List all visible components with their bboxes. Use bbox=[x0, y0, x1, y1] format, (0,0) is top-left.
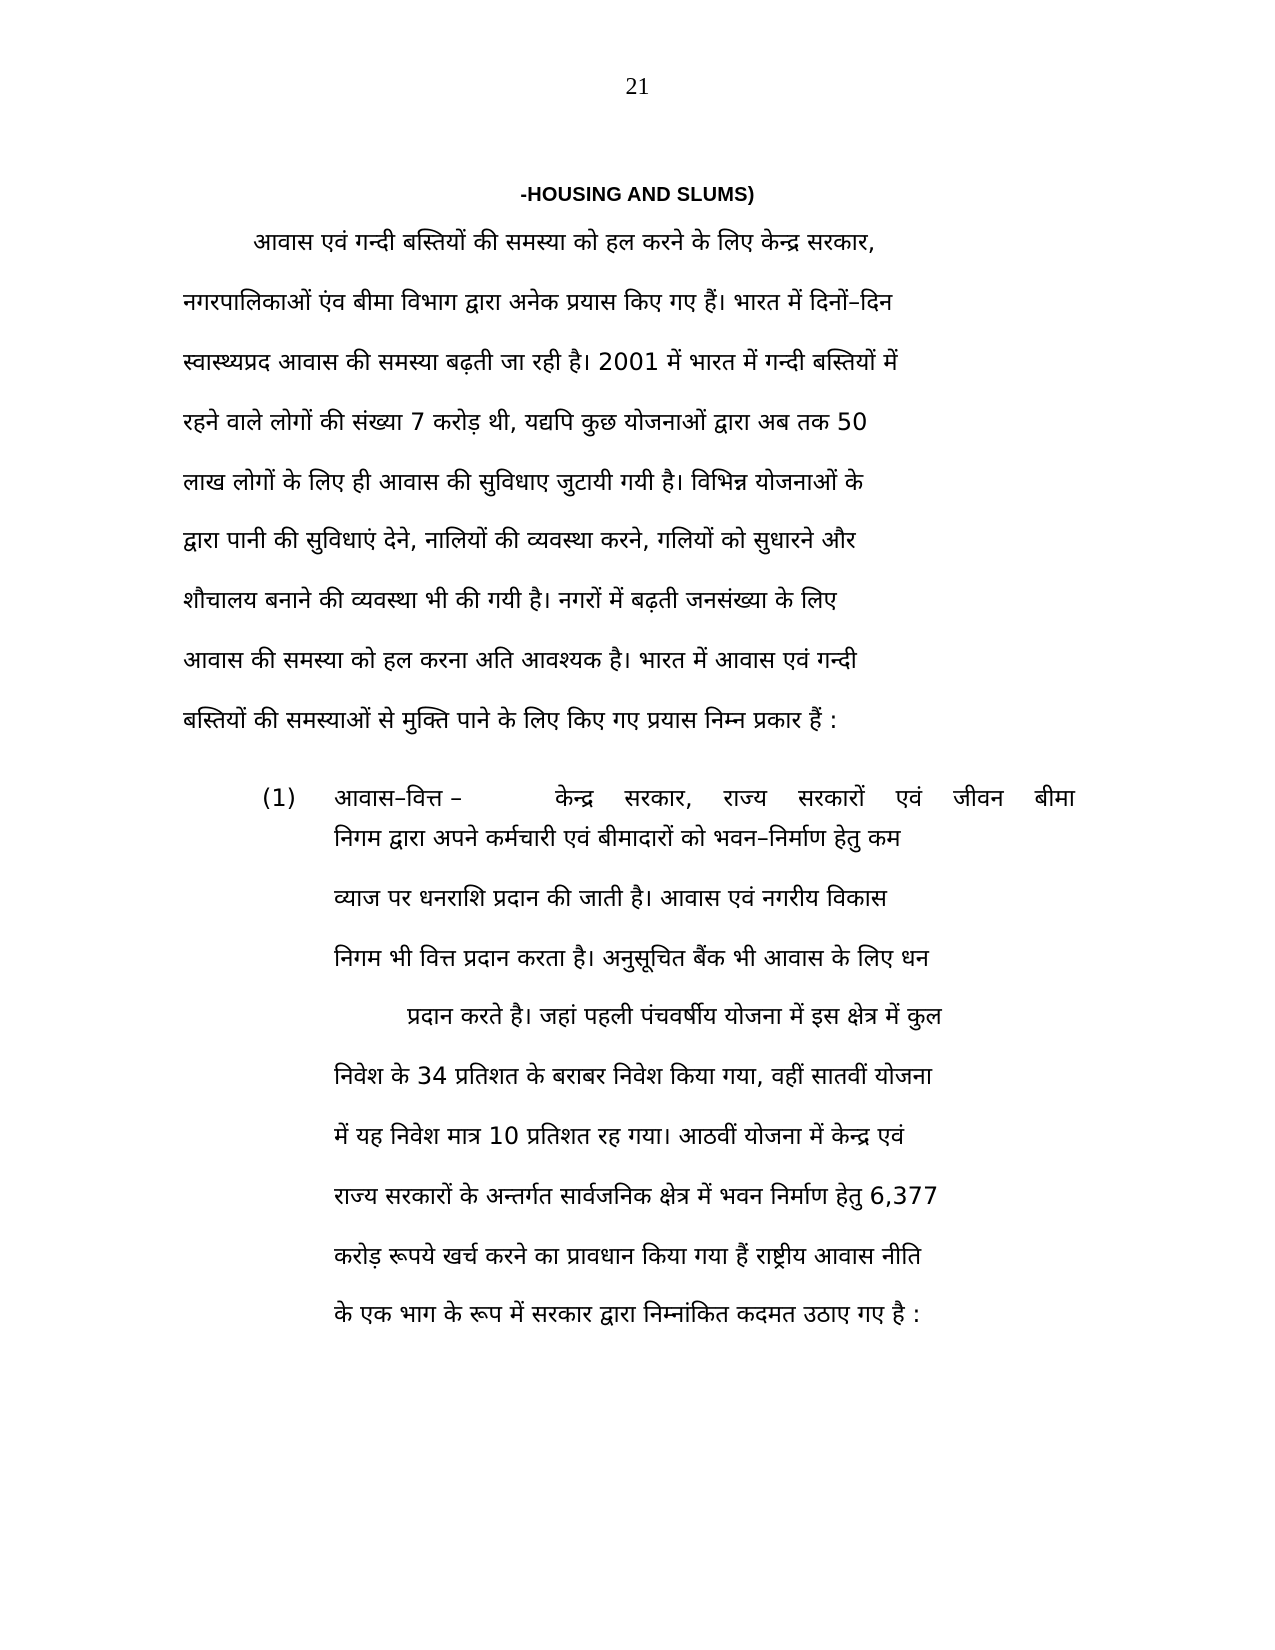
paragraph-line: नगरपालिकाओं एंव बीमा विभाग द्वारा अनेक प्रयास किए गए हैं। भारत में दिनों–दिन bbox=[183, 288, 893, 316]
paragraph-line: स्वास्थ्यप्रद आवास की समस्या बढ़ती जा रही है। 2001 में भारत में गन्दी बस्तियों में bbox=[183, 348, 898, 376]
list-item-line: व्याज पर धनराशि प्रदान की जाती है। आवास एवं नगरीय विकास bbox=[334, 884, 888, 912]
list-item-line: के एक भाग के रूप में सरकार द्वारा निम्नांकित कदमत उठाए गए है : bbox=[334, 1300, 921, 1328]
list-item-line: करोड़ रूपये खर्च करने का प्रावधान किया गया हैं राष्ट्रीय आवास नीति bbox=[334, 1242, 922, 1270]
list-item-line: निवेश के 34 प्रतिशत के बराबर निवेश किया गया, वहीं सातवीं योजना bbox=[334, 1062, 933, 1090]
list-item-line: प्रदान करते है। जहां पहली पंचवर्षीय योजना में इस क्षेत्र में कुल bbox=[407, 1002, 942, 1030]
paragraph-line: द्वारा पानी की सुविधाएं देने, नालियों की व्यवस्था करने, गलियों को सुधारने और bbox=[183, 526, 856, 554]
paragraph-line: आवास एवं गन्दी बस्तियों की समस्या को हल करने के लिए केन्द्र सरकार, bbox=[253, 228, 876, 256]
list-item-line: निगम भी वित्त प्रदान करता है। अनुसूचित बैंक भी आवास के लिए धन bbox=[334, 944, 929, 972]
list-item-line: केन्द्र सरकार, राज्य सरकारों एवं जीवन बीमा bbox=[555, 784, 1075, 812]
section-heading: -HOUSING AND SLUMS) bbox=[520, 184, 755, 206]
paragraph-line: रहने वाले लोगों की संख्या 7 करोड़ थी, यद्यपि कुछ योजनाओं द्वारा अब तक 50 bbox=[183, 408, 868, 436]
paragraph-line: बस्तियों की समस्याओं से मुक्ति पाने के लिए किए गए प्रयास निम्न प्रकार हैं : bbox=[183, 706, 838, 734]
list-item-line: राज्य सरकारों के अन्तर्गत सार्वजनिक क्षेत्र में भवन निर्माण हेतु 6,377 bbox=[334, 1182, 939, 1210]
list-item-number: (1) bbox=[262, 784, 296, 812]
list-item-title: आवास–वित्त – bbox=[334, 784, 463, 812]
page-number: 21 bbox=[625, 74, 650, 100]
paragraph-line: शौचालय बनाने की व्यवस्था भी की गयी है। नगरों में बढ़ती जनसंख्या के लिए bbox=[183, 586, 837, 614]
list-item-line: निगम द्वारा अपने कर्मचारी एवं बीमादारों को भवन–निर्माण हेतु कम bbox=[334, 824, 901, 852]
list-item-line: में यह निवेश मात्र 10 प्रतिशत रह गया। आठवीं योजना में केन्द्र एवं bbox=[334, 1122, 905, 1150]
paragraph-line: आवास की समस्या को हल करना अति आवश्यक है। भारत में आवास एवं गन्दी bbox=[183, 646, 857, 674]
paragraph-line: लाख लोगों के लिए ही आवास की सुविधाए जुटायी गयी है। विभिन्न योजनाओं के bbox=[183, 468, 864, 496]
